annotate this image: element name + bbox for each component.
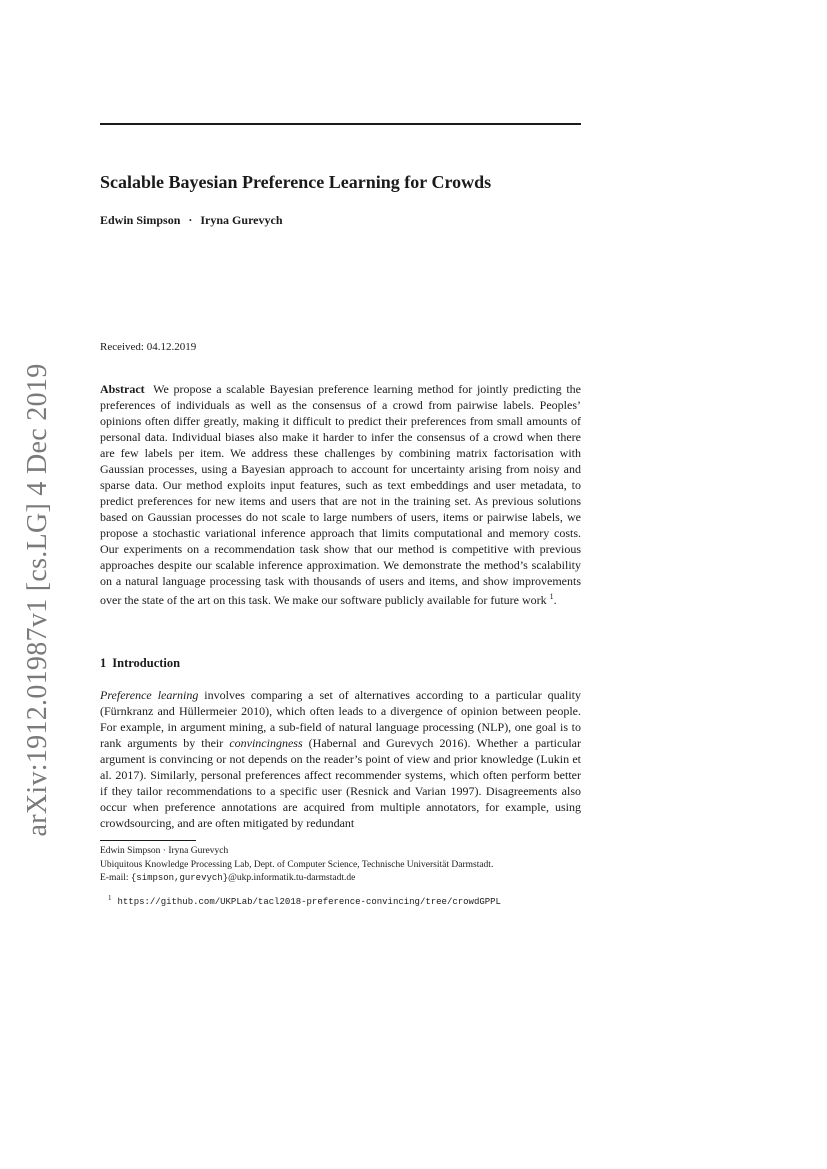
affiliation-block <box>100 845 581 886</box>
author-list <box>100 213 283 228</box>
affiliation-names: Edwin Simpson · Iryna Gurevych <box>100 846 229 856</box>
intro-text: (Habernal and Gurevych 2016). Whether a particular argument is convincing or not depends on the reader’s point of view and prior knowledge (Lukin et al. 2017). Similarly, personal preferences affect recommender systems, which often perform better if they tailor recommendations to a specific user (Resnick and Varian 1997). Disagreements also occur when preference annotations are acquired from multiple annotators, for example, using crowdsourcing, and are often mitigated by redundant <box>100 736 582 830</box>
footnote-url[interactable]: https://github.com/UKPLab/tacl2018-preference-convincing/tree/crowdGPPL <box>117 897 501 907</box>
paper-title: Scalable Bayesian Preference Learning for Crowds <box>100 172 492 192</box>
email-domain[interactable]: @ukp.informatik.tu-darmstadt.de <box>228 873 356 883</box>
abstract <box>100 381 581 608</box>
footnote-mark: 1 <box>108 894 112 902</box>
abstract-heading: Abstract <box>100 382 145 396</box>
intro-paragraph <box>100 687 581 831</box>
footnote-ref[interactable]: 1 <box>549 592 554 601</box>
top-rule <box>100 123 581 125</box>
affiliation-email <box>100 872 581 886</box>
abstract-end: . <box>553 593 557 607</box>
abstract-text: We propose a scalable Bayesian preference learning method for jointly predicting the preferences of individuals as well as the consensus of a crowd from pairwise labels. Peoples’ opinions often differ greatly, making it difficult to predict their preferences from small amounts of personal data. Individual biases also make it harder to infer the consensus of a crowd when there are few labels per item. We address these challenges by combining matrix factorisation with Gaussian processes, using a Bayesian approach to account for uncertainty arising from noisy and sparse data. Our method exploits input features, such as text embeddings and user metadata, to predict preferences for new items and users that are not in the training set. As previous solutions based on Gaussian processes do not scale to large numbers of users, items or pairwise labels, we propose a stochastic variational inference approach that limits computational and memory costs. Our experiments on a recommendation task show that our method is competitive with previous approaches despite our scalable inference approximation. We demonstrate the method’s scalability on a natural language processing task with thousands of users and items, and show improvements over the state of the art on this task. We make our software publicly available for future work <box>100 382 581 607</box>
intro-text: involves comparing a set of alternatives according to a particular quality (Fürnkranz and Hüllermeier 2010), which often leads to a divergence of opinion between people. For example, in argument mining, a sub-field of natural language processing (NLP), one goal is to rank arguments by their <box>100 688 581 750</box>
section-heading <box>100 656 180 671</box>
intro-term: Preference learning <box>100 688 199 702</box>
arxiv-stamp: arXiv:1912.01987v1 [cs.LG] 4 Dec 2019 <box>22 363 53 837</box>
email-label: E-mail: <box>100 873 131 883</box>
intro-term: convincingness <box>229 736 303 750</box>
received-date: Received: 04.12.2019 <box>100 341 197 353</box>
author-separator: · <box>188 213 193 227</box>
section-title: Introduction <box>112 656 181 670</box>
footnote <box>108 894 501 907</box>
email-user: {simpson,gurevych} <box>130 873 229 883</box>
section-number: 1 <box>100 656 107 670</box>
affiliation-institution: Ubiquitous Knowledge Processing Lab, Dept. of Computer Science, Technische Universität Darmstadt. <box>100 859 494 870</box>
author-name: Iryna Gurevych <box>200 213 283 227</box>
author-name: Edwin Simpson <box>100 213 181 227</box>
footnote-rule <box>100 840 196 841</box>
